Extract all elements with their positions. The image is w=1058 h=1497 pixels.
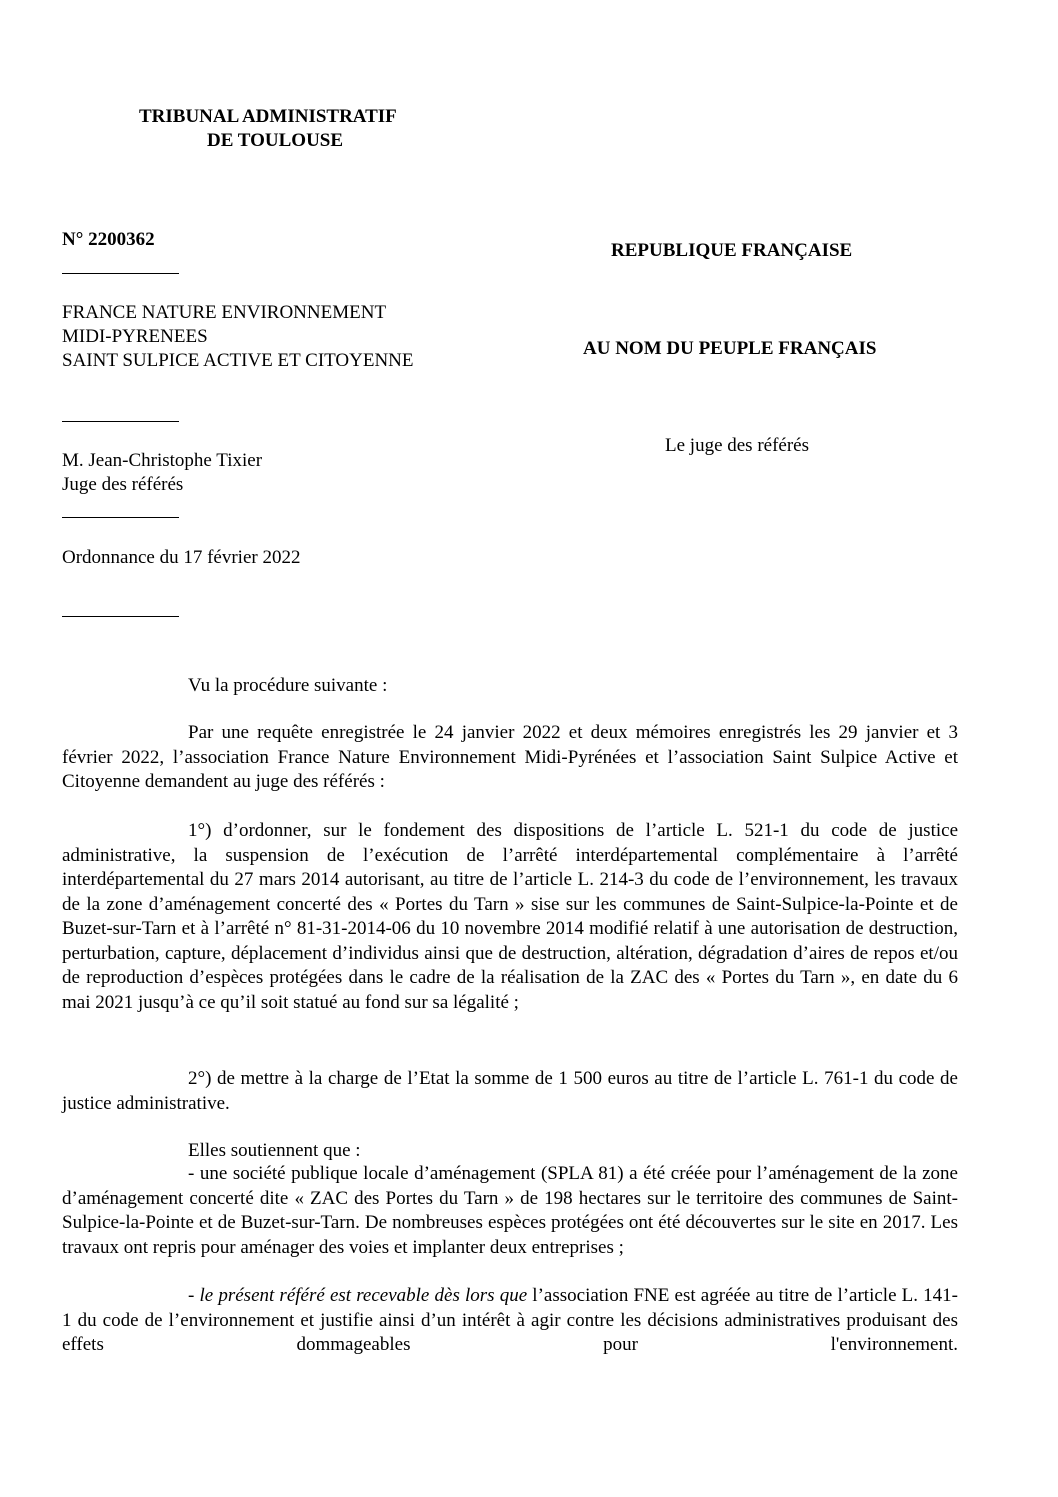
separator-rule [62, 517, 179, 518]
judge-name: M. Jean-Christophe Tixier [62, 450, 263, 471]
separator-rule [62, 273, 179, 274]
argument-2-italic: - le présent référé est recevable dès lors que [188, 1285, 528, 1306]
argument-1: - une société publique locale d’aménagement (SPLA 81) a été créée pour l’aménagement de la zone d’aménagement concerté dite « ZAC des Portes du Tarn » de 198 hectares sur le territoire des communes de Saint-Sulpice-la-Pointe et de Buzet-sur-Tarn. De nombreuses espèces protégées ont été découvertes sur le site en 2017. Les travaux ont repris pour aménager des voies et implanter deux entreprises ; [62, 1163, 958, 1258]
separator-rule [62, 616, 179, 617]
in-name-heading: AU NOM DU PEUPLE FRANÇAIS [583, 338, 877, 359]
argument-2-rest: l’association FNE est agréée au titre de l’article L. 141-1 du code de l’environnement et justifie ainsi d’un intérêt à agir contre les décisions administratives produisant des effets dommageables pour l'environnement. [62, 1285, 959, 1355]
argument-2 [62, 1284, 958, 1358]
party-line-2: MIDI-PYRENEES [62, 326, 208, 347]
request-point-1: 1°) d’ordonner, sur le fondement des dispositions de l’article L. 521-1 du code de justice administrative, la suspension de l’exécution de l’arrêté interdépartemental complémentaire à l’arrêté interdépartemental du 27 mars 2014 autorisant, au titre de l’article L. 214-3 du code de l’environnement, les travaux de la zone d’aménagement concerté des « Portes du Tarn » sise sur les communes de Saint-Sulpice-la-Pointe et de Buzet-sur-Tarn et à l’arrêté n° 81-31-2014-06 du 10 novembre 2014 modifié relatif à une autorisation de destruction, perturbation, capture, déplacement d’individus ainsi que de destruction, altération, dégradation d’aires de repos et/ou de reproduction d’espèces protégées dans le cadre de la réalisation de la ZAC des « Portes du Tarn », en date du 6 mai 2021 jusqu’à ce qu’il soit statué au fond sur sa légalité ; [62, 820, 958, 1013]
judge-heading: Le juge des référés [665, 435, 810, 456]
court-name-line2: DE TOULOUSE [207, 130, 344, 151]
request-point-2: 2°) de mettre à la charge de l’Etat la somme de 1 500 euros au titre de l’article L. 761-1 du code de justice administrative. [62, 1068, 958, 1114]
separator-rule [62, 421, 179, 422]
request-paragraph: Par une requête enregistrée le 24 janvier 2022 et deux mémoires enregistrés les 29 janvier et 3 février 2022, l’association France Nature Environnement Midi-Pyrénées et l’association Saint Sulpice Active et Citoyenne demandent au juge des référés : [62, 722, 958, 792]
republic-heading: REPUBLIQUE FRANÇAISE [611, 240, 853, 261]
court-name-line1: TRIBUNAL ADMINISTRATIF [139, 106, 397, 127]
case-number: N° 2200362 [62, 229, 155, 250]
procedure-intro: Vu la procédure suivante : [188, 675, 388, 696]
party-line-3: SAINT SULPICE ACTIVE ET CITOYENNE [62, 350, 414, 371]
arguments-intro: Elles soutiennent que : [188, 1140, 361, 1161]
party-line-1: FRANCE NATURE ENVIRONNEMENT [62, 302, 387, 323]
judge-role: Juge des référés [62, 474, 184, 495]
ordonnance-date: Ordonnance du 17 février 2022 [62, 547, 301, 568]
